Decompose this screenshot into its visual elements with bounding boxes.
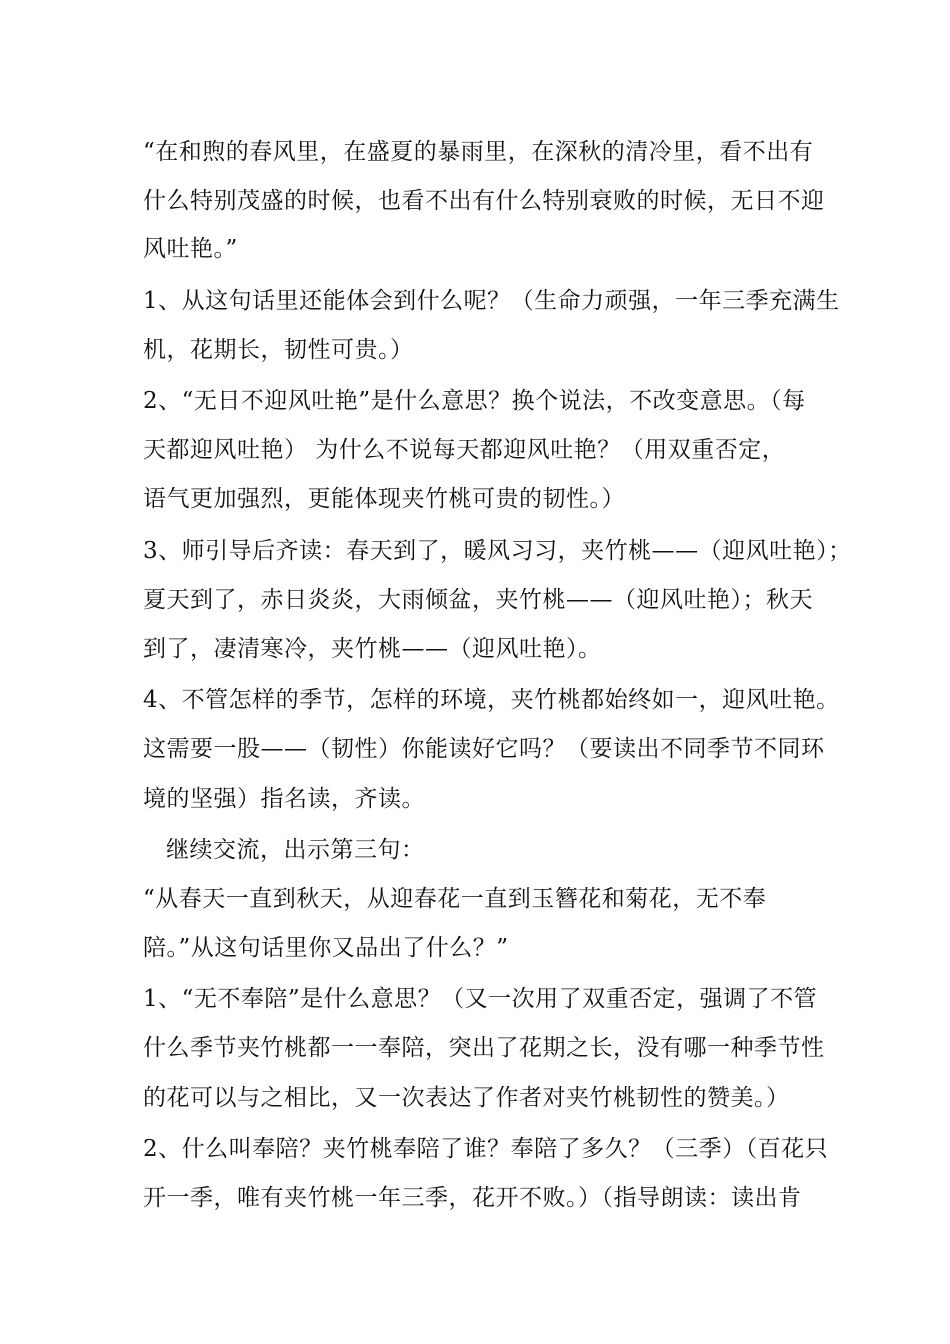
text-line: 什么特别茂盛的时候，也看不出有什么特别衰败的时候，无日不迎 <box>143 188 825 214</box>
text-line: 境的坚强）指名读，齐读。 <box>143 786 425 812</box>
text-line: 陪。”从这句话里你又品出了什么？” <box>143 935 509 961</box>
text-line: 天都迎风吐艳） 为什么不说每天都迎风吐艳？（用双重否定， <box>143 437 786 463</box>
text-line: “从春天一直到秋天，从迎春花一直到玉簪花和菊花，无不奉 <box>143 886 767 912</box>
text-line: 夏天到了，赤日炎炎，大雨倾盆，夹竹桃——（迎风吐艳）；秋天 <box>143 587 813 613</box>
text-line: 的花可以与之相比，又一次表达了作者对夹竹桃韧性的赞美。） <box>143 1085 790 1111</box>
text-line: 1、“无不奉陪”是什么意思？（又一次用了双重否定，强调了不管 <box>143 986 818 1012</box>
text-line: “在和煦的春风里，在盛夏的暴雨里，在深秋的清冷里，看不出有 <box>143 139 814 165</box>
text-line: 风吐艳。” <box>143 236 238 262</box>
text-line: 1、从这句话里还能体会到什么呢？（生命力顽强，一年三季充满生 <box>143 288 840 314</box>
text-line: 什么季节夹竹桃都一一奉陪，突出了花期之长，没有哪一种季节性 <box>143 1035 825 1061</box>
text-line: 机，花期长，韧性可贵。） <box>143 337 414 363</box>
text-line: 4、不管怎样的季节，怎样的环境，夹竹桃都始终如一，迎风吐艳。 <box>143 687 840 713</box>
text-line: 继续交流，出示第三句： <box>166 837 425 863</box>
text-line: 2、“无日不迎风吐艳”是什么意思？换个说法，不改变意思。（每 <box>143 388 806 414</box>
text-line: 3、师引导后齐读：春天到了，暖风习习，夹竹桃——（迎风吐艳）； <box>143 538 852 564</box>
text-line: 开一季，唯有夹竹桃一年三季，花开不败。）（指导朗读：读出肯 <box>143 1185 802 1211</box>
text-line: 这需要一股——（韧性）你能读好它吗？（要读出不同季节不同环 <box>143 736 825 762</box>
text-line: 2、什么叫奉陪？夹竹桃奉陪了谁？奉陪了多久？（三季）（百花只 <box>143 1136 829 1162</box>
text-line: 到了，凄清寒冷，夹竹桃——（迎风吐艳）。 <box>143 636 602 662</box>
text-line: 语气更加强烈，更能体现夹竹桃可贵的韧性。） <box>143 486 625 512</box>
